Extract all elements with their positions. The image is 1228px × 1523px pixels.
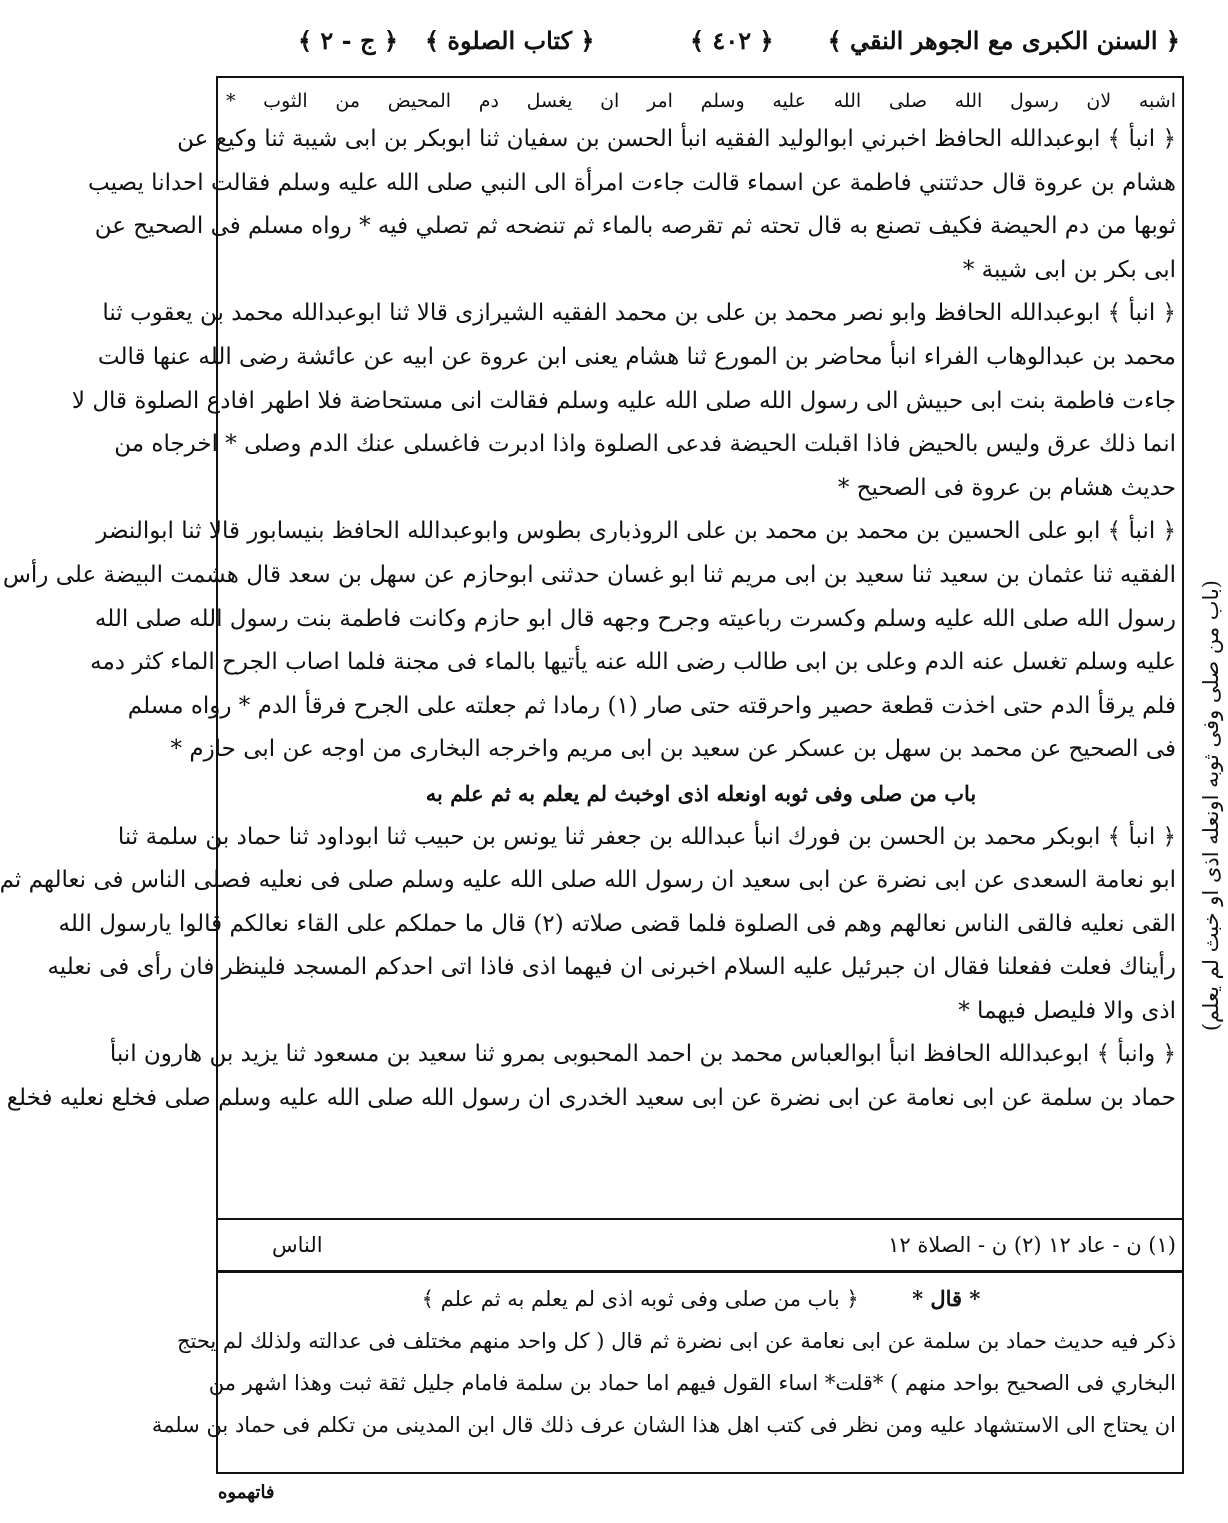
text-line: ﴿ انبأ ﴾ ابوبكر محمد بن الحسن بن فورك انبأ عبدالله بن جعفر ثنا يونس بن حبيب ثنا ابوداود ثنا حماد بن سلمة ثنا: [117, 823, 1176, 850]
text-line: حماد بن سلمة عن ابى نعامة عن ابى نضرة عن ابى سعيد الخدرى ان رسول الله صلى الله عليه وسلم صلى فخلع نعليه فخلع: [6, 1085, 1176, 1112]
text-line: عليه وسلم تغسل عنه الدم وعلى بن ابى طالب رضى الله عنه يأتيها بالماء فى مجنة فلما اصاب الجرح الماء كثر دمه: [90, 649, 1176, 676]
text-line: اشبه لان رسول الله صلى الله عليه وسلم امر ان يغسل دم المحيض من الثوب *: [226, 90, 1176, 112]
commentary: [151, 1278, 1176, 1446]
text-line: انما ذلك عرق وليس بالحيض فاذا اقبلت الحيضة فدعى الصلوة واذا ادبرت فاغسلى عنك الدم وصلى * اخرجاه من: [114, 431, 1176, 458]
margin-note: (باب من صلى وفى ثوبه اونعله اذى او خبث لم يعلم): [1199, 580, 1223, 1032]
commentary-heading: ﴿ باب من صلى وفى ثوبه اذى لم يعلم به ثم علم ﴾: [421, 1287, 859, 1311]
text-line: رأيناك فعلت ففعلنا فقال ان جبرئيل عليه السلام اخبرنى ان فيهما اذى فاذا اتى احدكم المسجد فلينظر فان رأى فى نعليه: [47, 954, 1176, 981]
text-line: ﴿ انبأ ﴾ ابو على الحسين بن محمد بن محمد بن على الروذبارى بطوس وابوعبدالله الحافظ بنيسابور قالا ثنا ابوالنضر: [96, 518, 1176, 545]
commentary-line: ذكر فيه حديث حماد بن سلمة عن ابى نعامة عن ابى نضرة ثم قال ( كل واحد منهم مختلف فى عدالته ولذلك لم يحتج: [176, 1329, 1176, 1353]
volume-number: ﴿ ج - ٢ ﴾: [298, 26, 398, 55]
text-line: اذى والا فليصل فيهما *: [958, 997, 1176, 1024]
page-header: [220, 26, 1180, 66]
footnote-divider: [216, 1218, 1184, 1220]
commentary-line: البخاري فى الصحيح بواحد منهم ) *قلت* اساء القول فيهم اما حماد بن سلمة فامام جليل ثقة ثبت وهذا اشهر من: [208, 1371, 1176, 1395]
footnote-carry-word: الناس: [272, 1233, 323, 1257]
commentary-label: * قال *: [912, 1286, 981, 1311]
text-line: فلم يرقأ الدم حتى اخذت قطعة حصير واحرقته حتى صار (١) رمادا ثم جعلته على الجرح فرقأ الدم * رواه مسلم: [127, 692, 1176, 719]
text-line: ابو نعامة السعدى عن ابى نضرة عن ابى سعيد ان رسول الله صلى الله عليه وسلم صلى فى نعليه فصلى الناس فى نعالهم ثم: [0, 867, 1176, 894]
section-heading: باب من صلى وفى ثوبه اونعله اذى اوخبث لم يعلم به ثم علم به: [425, 780, 977, 806]
text-line: القى نعليه فالقى الناس نعالهم وهم فى الصلوة فلما قضى صلاته (٢) قال ما حملكم على القاء نعالكم قالوا يارسول الله: [58, 910, 1176, 937]
chapter-title: ﴿ كتاب الصلوة ﴾: [425, 26, 595, 55]
text-line: ﴿ انبأ ﴾ ابوعبدالله الحافظ وابو نصر محمد بن على بن محمد الفقيه الشيرازى قالا ثنا ابوعبدالله محمد بن يعقوب ثنا: [102, 300, 1176, 327]
commentary-divider: [216, 1270, 1184, 1273]
footnotes: [226, 1223, 1176, 1267]
book-title: ﴿ السنن الكبرى مع الجوهر النقي ﴾: [827, 26, 1180, 55]
text-line: هشام بن عروة قال حدثتني فاطمة عن اسماء قالت جاءت امرأة الى النبي صلى الله عليه وسلم فقالت احدانا يصيب: [88, 169, 1176, 196]
text-line: ﴿ وانبأ ﴾ ابوعبدالله الحافظ انبأ ابوالعباس محمد بن احمد المحبوبى بمرو ثنا سعيد بن مسعود ثنا يزيد بن هارون انبأ: [109, 1041, 1176, 1068]
footnote-text: (١) ن - عاد ١٢ (٢) ن - الصلاة ١٢: [888, 1233, 1176, 1257]
text-line: حديث هشام بن عروة فى الصحيح *: [837, 474, 1176, 501]
text-line: ﴿ انبأ ﴾ ابوعبدالله الحافظ اخبرني ابوالوليد الفقيه انبأ الحسن بن سفيان ثنا ابوبكر بن ابى شيبة ثنا وكيع عن: [177, 126, 1176, 152]
catchword: فاتهموه: [218, 1482, 275, 1503]
text-line: محمد بن عبدالوهاب الفراء انبأ محاضر بن المورع ثنا هشام يعنى ابن عروة عن ابيه عن عائشة رضى الله عنها قالت: [97, 343, 1176, 370]
text-line: الفقيه ثنا عثمان بن سعيد ثنا سعيد بن ابى مريم ثنا ابو غسان حدثنى ابوحازم عن سهل بن سعد قال هشمت البيضة على رأس: [2, 561, 1176, 588]
page-number: ﴿ ٤٠٢ ﴾: [690, 26, 774, 55]
main-text: [0, 84, 1176, 1121]
text-line: جاءت فاطمة بنت ابى حبيش الى رسول الله صلى الله عليه وسلم فقالت انى مستحاضة فلا اطهر افادع الصلوة قال لا: [71, 387, 1176, 414]
text-line: ثوبها من دم الحيضة فكيف تصنع به قال تحته ثم تقرصه بالماء ثم تنضحه ثم تصلي فيه * رواه مسلم فى الصحيح عن: [94, 213, 1176, 240]
text-line: ابى بكر بن ابى شيبة *: [962, 256, 1176, 283]
commentary-line: ان يحتاج الى الاستشهاد عليه ومن نظر فى كتب اهل هذا الشان عرف ذلك قال ابن المدينى من تكلم فى حماد بن سلمة: [151, 1413, 1176, 1437]
text-line: فى الصحيح عن محمد بن سهل بن عسكر عن سعيد بن ابى مريم واخرجه البخارى من اوجه عن ابى حازم *: [170, 736, 1176, 763]
text-line: رسول الله صلى الله عليه وسلم وكسرت رباعيته وجرح وجهه قال ابو حازم وكانت فاطمة بنت رسول الله صلى الله: [94, 605, 1176, 632]
commentary-heading-row: [226, 1278, 1176, 1320]
